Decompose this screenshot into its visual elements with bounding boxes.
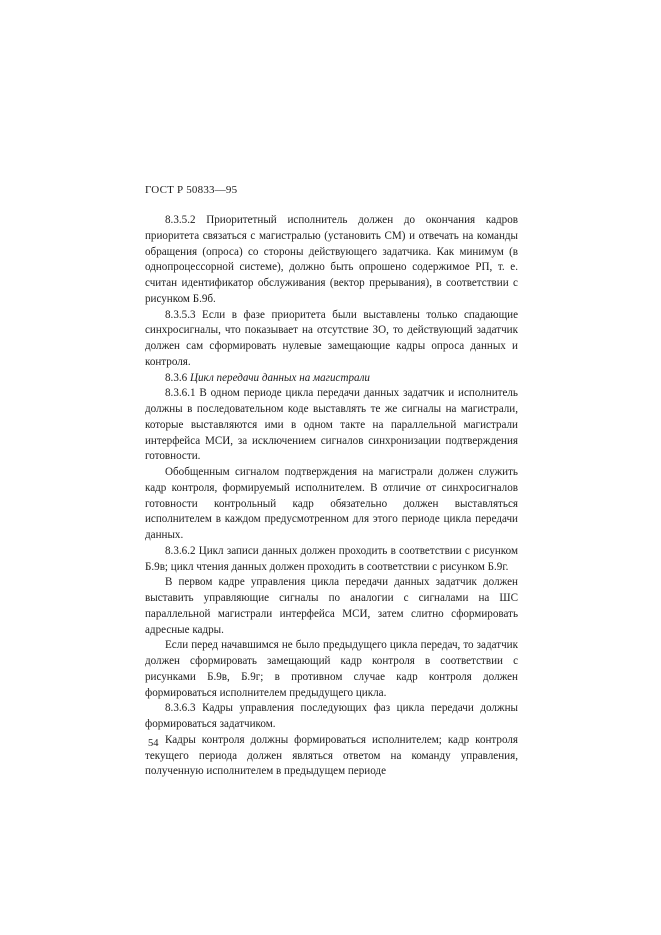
section-heading [145, 371, 518, 387]
page-number: 54 [148, 738, 159, 749]
section-number: 8.3.6 [165, 371, 188, 384]
paragraph-confirmation-signal: Обобщенным сигналом подтверждения на магистрали должен служить кадр контроля, формируемый исполнителем. В отличие от синхросигналов готовности контрольный кадр обязательно должен выставляться исполнителем в каждом предусмотренном для этого периоде цикла передачи данных. [145, 466, 518, 541]
paragraph-first-control-frame: В первом кадре управления цикла передачи данных задатчик должен выставить управляющие сигналы по аналогии с сигналами на ШС параллельной магистрали интерфейса МСИ, затем слитно сформировать адресные кадры. [145, 576, 518, 636]
paragraph-8-3-6-3: 8.3.6.3 Кадры управления последующих фаз цикла передачи должны формироваться задатчиком. [145, 702, 518, 730]
paragraph-substitute-control-frame: Если перед начавшимся не было предыдущего цикла передач, то задатчик должен сформировать замещающий кадр контроля в соответствии с рисунками Б.9в, Б.9г; в противном случае кадр контроля должен формироваться исполнителем предыдущего цикла. [145, 639, 518, 699]
paragraph-control-frames: Кадры контроля должны формироваться исполнителем; кадр контроля текущего периода должен являться ответом на команду управления, полученную исполнителем в предыдущем периоде [145, 733, 518, 778]
paragraph-8-3-6-2: 8.3.6.2 Цикл записи данных должен проходить в соответствии с рисунком Б.9в; цикл чтения данных должен проходить в соответствии с рисунком Б.9г. [145, 544, 518, 573]
paragraph-8-3-5-3: 8.3.5.3 Если в фазе приоритета были выставлены только спадающие синхросигналы, что показывает на отсутствие ЗО, то действующий задатчик должен сам сформировать нулевые замещающие кадры опроса данных и контроля. [145, 308, 518, 368]
document-body [145, 213, 518, 780]
section-title: Цикл передачи данных на магистрали [189, 371, 370, 384]
paragraph-8-3-5-2: 8.3.5.2 Приоритетный исполнитель должен до окончания кадров приоритета связаться с магистралью (установить СМ) и отвечать на команды обращения (опроса) со стороны действующего задатчика. Как минимум (в однопроцессорной системе), должно быть опрошено содержимое РП, т. е. считан идентификатор обслуживания (вектор прерывания), в соответствии с рисунком Б.9б. [145, 214, 518, 305]
document-header: ГОСТ Р 50833—95 [145, 184, 238, 196]
paragraph-8-3-6-1: 8.3.6.1 В одном периоде цикла передачи данных задатчик и исполнитель должны в последовательном коде выставлять те же сигналы на магистрали, которые выставляются ими в одном такте на параллельной магистрали интерфейса МСИ, за исключением сигналов синхронизации подтверждения готовности. [145, 387, 518, 463]
